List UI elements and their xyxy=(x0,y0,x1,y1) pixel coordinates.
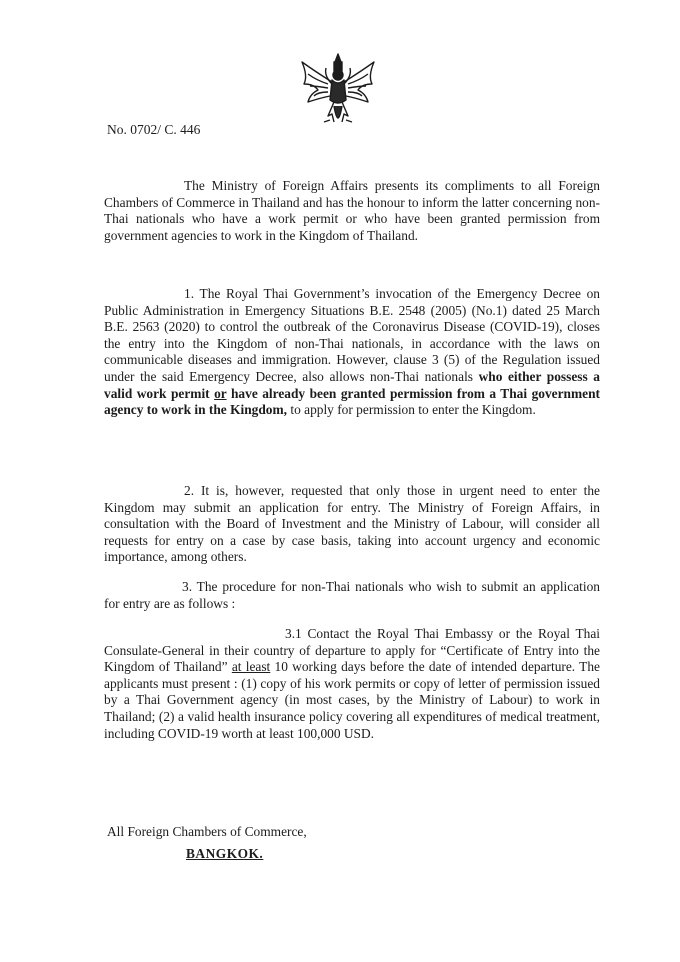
document-number: No. 0702/ C. 446 xyxy=(107,122,201,137)
paragraph-3-1-underlined: at least xyxy=(231,659,271,675)
paragraph-1-bold-a: who either possess a valid work permit xyxy=(104,368,600,401)
garuda-emblem-icon xyxy=(294,50,382,134)
paragraph-1-bold-b: have already been granted permission from a Thai government agency to work in the Kingdom, xyxy=(104,385,600,418)
paragraph-3-block xyxy=(104,579,600,612)
addressee-block xyxy=(107,821,307,865)
paragraph-1-block xyxy=(104,286,600,419)
paragraph-2-block xyxy=(104,483,600,566)
paragraph-3-1-block xyxy=(104,626,600,742)
paragraph-3: 3. The procedure for non-Thai nationals who wish to submit an application for entry are as follows : xyxy=(104,579,600,611)
paragraph-1-bold-or: or xyxy=(214,385,227,401)
addressee-city: BANGKOK. xyxy=(186,846,264,861)
letter-body xyxy=(104,178,600,244)
paragraph-1-text-a: 1. The Royal Thai Government’s invocation of the Emergency Decree on Public Administration in Emergency Situations B.E. 2548 (2005) (No.1) dated 25 March B.E. 2563 (2020) to control the outbreak of the Coronavirus Disease (COVID-19), closes the entry into the Kingdom of non-Thai nationals, in accordance with the laws on communicable diseases and immigration. However, clause 3 (5) of the Regulation issued under the said Emergency Decree, also allows non-Thai nationals xyxy=(104,286,600,384)
addressee: All Foreign Chambers of Commerce, xyxy=(107,824,307,839)
paragraph-3-1 xyxy=(104,626,600,742)
paragraph-3-1-text-b: 10 working days before the date of intended departure. The applicants must present : (1) copy of his work permits or copy of letter of permission issued by a Thai Government agency (in most cases, by the Ministry of Labour) to work in Thailand; (2) a valid health insurance policy covering all expenditures of medical treatment, including COVID-19 worth at least 100,000 USD. xyxy=(104,659,600,741)
paragraph-1 xyxy=(104,286,600,419)
intro-paragraph: The Ministry of Foreign Affairs presents its compliments to all Foreign Chambers of Commerce in Thailand and has the honour to inform the latter concerning non-Thai nationals who have a work permit or who have been granted permission from government agencies to work in the Kingdom of Thailand. xyxy=(104,178,600,243)
paragraph-3-1-text-a: 3.1 Contact the Royal Thai Embassy or the Royal Thai Consulate-General in their country of departure to apply for “Certificate of Entry into the Kingdom of Thailand” xyxy=(104,626,600,675)
paragraph-2: 2. It is, however, requested that only those in urgent need to enter the Kingdom may submit an application for entry. The Ministry of Foreign Affairs, in consultation with the Board of Investment and the Ministry of Labour, will consider all requests for entry on a case by case basis, taking into account urgency and economic importance, among others. xyxy=(104,483,600,565)
paragraph-1-text-b: to apply for permission to enter the Kingdom. xyxy=(287,402,536,418)
